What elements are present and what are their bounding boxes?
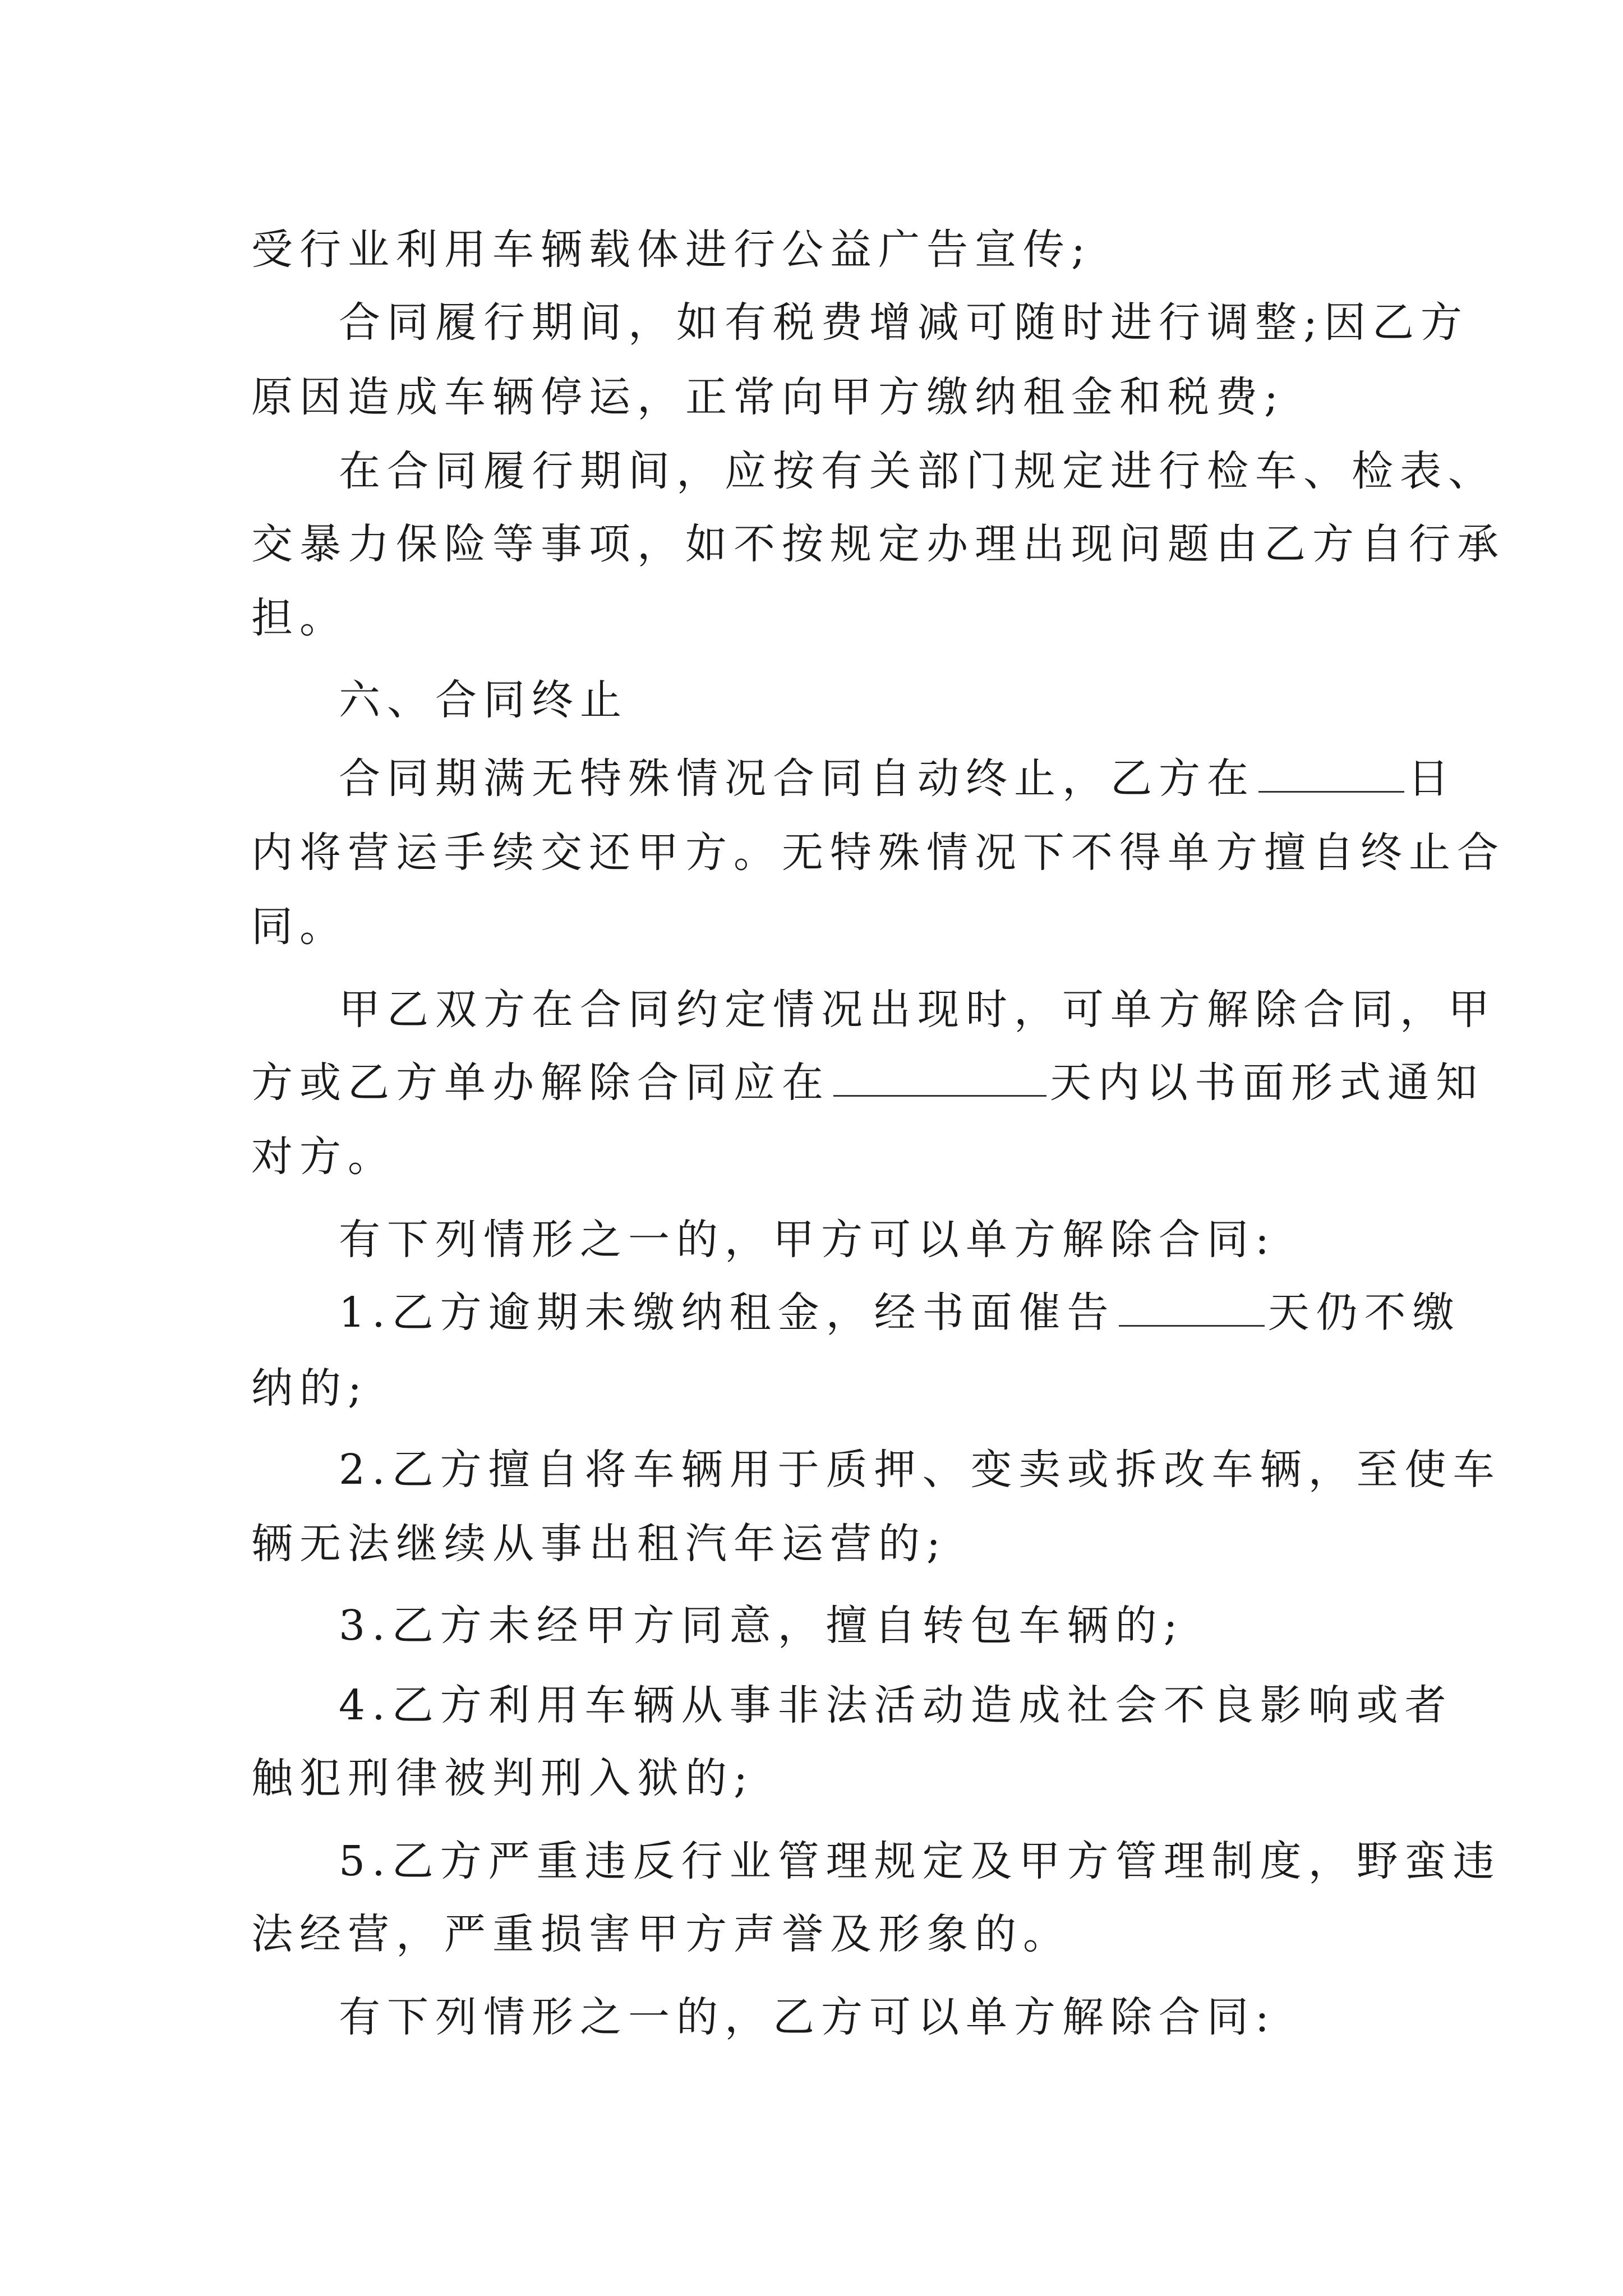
text-segment: 天仍不缴	[1267, 1289, 1461, 1337]
text-line: 有下列情形之一的，乙方可以单方解除合同:	[339, 1993, 1276, 2041]
fill-in-blank	[833, 1060, 1046, 1097]
text-line: 有下列情形之一的，甲方可以单方解除合同:	[339, 1216, 1276, 1264]
text-line: 担。	[251, 594, 348, 642]
fill-in-blank	[1119, 1290, 1265, 1327]
text-line-with-blank	[339, 1285, 1461, 1341]
text-segment: 天内以书面形式通知	[1050, 1059, 1484, 1107]
text-line: 辆无法继续从事出租汽年运营的;	[251, 1520, 947, 1568]
text-line: 受行业利用车辆载体进行公益广告宣传;	[251, 226, 1092, 274]
text-segment: 合同期满无特殊情况合同自动终止，乙方在	[339, 754, 1255, 803]
text-line: 3.乙方未经甲方同意，擅自转包车辆的;	[339, 1602, 1184, 1650]
text-line: 同。	[251, 903, 348, 951]
text-line: 甲乙双方在合同约定情况出现时，可单方解除合同，甲	[339, 986, 1496, 1034]
text-segment: 方或乙方单办解除合同应在	[251, 1059, 830, 1107]
text-line: 交暴力保险等事项，如不按规定办理出现问题由乙方自行承	[251, 520, 1505, 568]
text-line: 对方。	[251, 1133, 396, 1181]
text-line: 纳的;	[251, 1364, 368, 1412]
text-segment: 日	[1408, 754, 1456, 803]
section-heading: 六、合同终止	[339, 676, 628, 724]
text-line: 触犯刑律被判刑入狱的;	[251, 1754, 754, 1802]
text-segment: 1.乙方逾期未缴纳租金，经书面催告	[339, 1289, 1115, 1337]
text-line-with-blank	[251, 1055, 1484, 1111]
text-line: 合同履行期间，如有税费增减可随时进行调整;因乙方	[339, 298, 1469, 347]
text-line-with-blank	[339, 751, 1456, 807]
text-line: 原因造成车辆停运，正常向甲方缴纳租金和税费;	[251, 373, 1285, 421]
text-line: 在合同履行期间，应按有关部门规定进行检车、检表、	[339, 447, 1496, 495]
text-line: 内将营运手续交还甲方。无特殊情况下不得单方擅自终止合	[251, 829, 1505, 877]
fill-in-blank	[1258, 756, 1404, 793]
text-line: 法经营，严重损害甲方声誉及形象的。	[251, 1910, 1071, 1958]
text-line: 5.乙方严重违反行业管理规定及甲方管理制度，野蛮违	[339, 1837, 1501, 1885]
text-line: 2.乙方擅自将车辆用于质押、变卖或拆改车辆，至使车	[339, 1446, 1501, 1494]
text-line: 4.乙方利用车辆从事非法活动造成社会不良影响或者	[339, 1681, 1453, 1729]
